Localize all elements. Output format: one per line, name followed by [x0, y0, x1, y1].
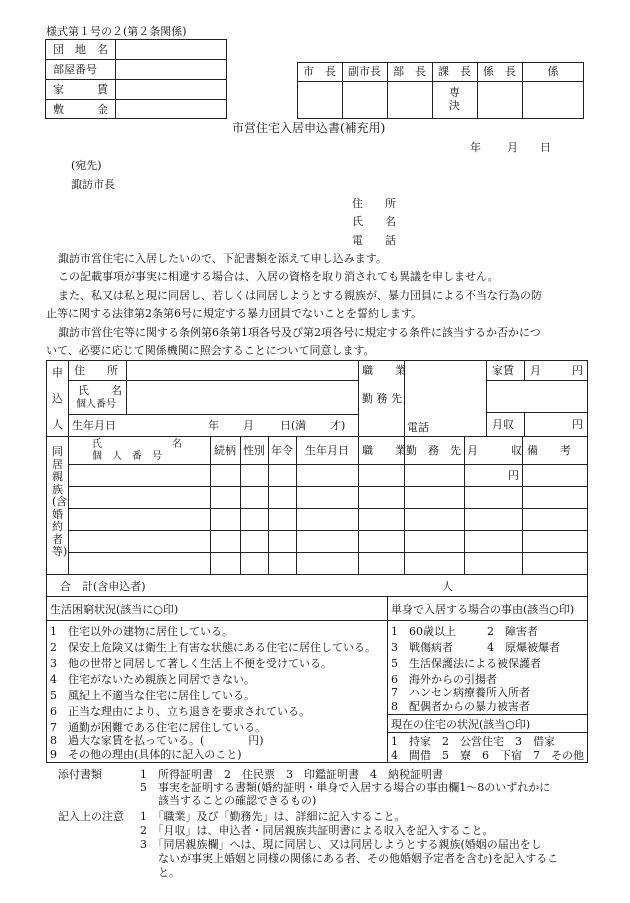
hardship-item: 5 風紀上不適当な住宅に居住している。 — [50, 689, 255, 702]
single-reason-item: 6 海外からの引揚者 — [391, 673, 497, 686]
declaration-paragraph: 諏訪市営住宅等に関する条例第6条第1項各号及び第2項各号に規定する条件に該当するか否かにつ — [58, 326, 541, 339]
family-income-yen: 円 — [508, 469, 519, 482]
family-income-header: 月 収 — [467, 444, 522, 457]
attachment-line: 該当することの確認できるもの) — [158, 794, 317, 807]
applicant-workplace-label: 勤 務 先 — [362, 392, 402, 405]
current-housing-row: 1 持家 2 公営住宅 3 借家 — [391, 735, 555, 748]
sole-decision-mark-2: 決 — [449, 99, 460, 112]
single-reason-item: 2 障害者 — [487, 625, 538, 638]
total-label: 合 計(含申込者) — [60, 580, 146, 593]
addressee-prefix: (宛先) — [71, 159, 102, 172]
room-number-label: 部屋番号 — [53, 63, 97, 76]
rent-month: 月 — [530, 364, 541, 377]
rent-label: 家賃 — [492, 364, 514, 377]
hardship-item: 4 住宅がないため親族と同居できない。 — [50, 673, 255, 686]
applicant-address-label: 住 所 — [352, 197, 396, 210]
note-line: 2 「月収」は、申込者・同居親族共証明書による収入を記入すること。 — [140, 824, 494, 837]
applicant-birth-label: 生年月日 — [72, 419, 116, 432]
main-form-table — [46, 360, 588, 763]
date-day: 日 — [540, 141, 551, 154]
director-header: 部 長 — [393, 65, 426, 78]
approval-stamp-table — [297, 62, 584, 119]
declaration-paragraph: いて、必要に応じて関係機関に照会することについて同意します。 — [46, 344, 375, 357]
attachment-line: 1 所得証明書 2 住民票 3 印鑑証明書 4 納税証明書 — [140, 768, 443, 781]
family-occupation-header: 職 業 — [362, 444, 406, 457]
applicant-birth-age: 才) — [330, 419, 346, 432]
hardship-item: 8 過大な家賃を払っている。( 円) — [50, 734, 264, 747]
deputy-mayor-header: 副市長 — [348, 65, 381, 78]
income-label: 月収 — [492, 418, 514, 431]
sex-header: 性別 — [243, 444, 265, 457]
applicant-phone-label: 電話 — [407, 421, 429, 434]
applicant-name-label: 氏 名 — [78, 384, 122, 397]
hardship-item: 6 正当な理由により、立ち退きを要求されている。 — [50, 705, 310, 718]
single-reason-item: 4 原爆被爆者 — [487, 641, 560, 654]
declaration-paragraph: この記載事項が事実に相違する場合は、入居の資格を取り消されても異議を申しません。 — [58, 270, 499, 283]
rent-label: 家 賃 — [53, 83, 108, 96]
single-reason-item: 8 配偶者からの暴力被害者 — [391, 700, 530, 713]
deposit-label: 敷 金 — [53, 103, 108, 116]
family-name-header: 氏 名 — [92, 439, 182, 450]
note-line: ないが事実上婚姻と同様の関係にある者、その他婚姻予定者を含む)を記入するこ — [158, 852, 559, 865]
declaration-paragraph: 止等に関する法律第2条第6号に規定する暴力団員でないことを誓約します。 — [46, 307, 423, 320]
single-reason-item: 1 60歳以上 — [391, 625, 456, 638]
family-side-label: 同居親族(含婚約者等) — [52, 445, 68, 558]
applicant-name-label: 氏 名 — [352, 215, 396, 228]
birth-date-header: 生年月日 — [305, 444, 349, 457]
applicant-occupation-label: 職 業 — [362, 364, 406, 377]
age-header: 年令 — [271, 444, 293, 457]
sole-decision-mark-1: 専 — [449, 86, 460, 99]
notes-label: 記入上の注意 — [58, 810, 124, 823]
hardship-item: 3 他の世帯と同居して著しく生活上不便を受けている。 — [50, 657, 332, 670]
applicant-birth-day: 日(満 — [280, 419, 307, 432]
single-reason-item: 7 ハンセン病療養所入所者 — [391, 686, 530, 699]
applicant-birth-year: 年 — [208, 419, 219, 432]
note-line: 3 「同居親族欄」へは、現に同居し、又は同居しようとする親族(婚姻の届出をし — [140, 838, 542, 851]
attachments-label: 添付書類 — [58, 768, 102, 781]
current-housing-row: 4 間借 5 寮 6 下宿 7 その他 — [391, 749, 584, 762]
hardship-item: 2 保安上危険又は衛生上有害な状態にある住宅に居住している。 — [50, 641, 376, 654]
single-title: 単身で入居する場合の事由(該当○印) — [391, 603, 575, 616]
attachment-line: 5 事実を証明する書類(婚約証明・単身で入居する場合の事由欄1～8のいずれかに — [140, 781, 551, 794]
form-title: 市営住宅入居申込書(補充用) — [232, 121, 386, 135]
rent-yen: 円 — [572, 364, 583, 377]
hardship-title: 生活困窮状況(該当に○印) — [50, 603, 179, 616]
hardship-item: 1 住宅以外の建物に居住している。 — [50, 625, 233, 638]
applicant-personal-number-label: 個人番号 — [76, 399, 116, 410]
section-chief-header: 課 長 — [438, 65, 471, 78]
applicant-address-label: 住 所 — [74, 364, 118, 377]
date-year: 年 — [470, 141, 481, 154]
income-yen: 円 — [572, 418, 583, 431]
single-reason-item: 5 生活保護法による被保護者 — [391, 657, 541, 670]
applicant-side-label-3: 人 — [52, 418, 63, 431]
mayor-header: 市 長 — [303, 65, 336, 78]
declaration-paragraph: 諏訪市営住宅に入居したいので、下記書類を添えて申し込みます。 — [58, 252, 387, 265]
subsection-chief-header: 係 長 — [483, 65, 516, 78]
total-unit: 人 — [442, 580, 453, 593]
declaration-paragraph: また、私又は私と現に同居し、若しくは同居しようとする親族が、暴力団員による不当な行為の防 — [58, 289, 542, 302]
hardship-item: 9 その他の理由(具体的に記入のこと) — [50, 748, 242, 761]
note-line: と。 — [158, 866, 180, 879]
family-personal-number-header: 個 人 番 号 — [92, 451, 162, 462]
addressee: 諏訪市長 — [71, 178, 115, 191]
applicant-side-label-1: 申 — [52, 366, 63, 379]
estate-name-label: 団 地 名 — [53, 43, 108, 56]
property-info-table — [45, 39, 227, 119]
applicant-birth-month: 月 — [243, 419, 254, 432]
relation-header: 続柄 — [214, 444, 236, 457]
date-month: 月 — [507, 141, 518, 154]
applicant-phone-label: 電 話 — [352, 234, 396, 247]
family-workplace-header: 勤 務 先 — [406, 444, 461, 457]
hardship-item: 7 通勤が困難である住宅に居住している。 — [50, 721, 266, 734]
applicant-side-label-2: 込 — [52, 392, 63, 405]
remarks-header: 備 考 — [527, 444, 571, 457]
form-number: 様式第１号の２(第２条関係) — [46, 25, 187, 38]
single-reason-item: 3 戦傷病者 — [391, 641, 453, 654]
note-line: 1 「職業」及び「勤務先」は、詳細に記入すること。 — [140, 810, 406, 823]
staff-header: 係 — [547, 65, 559, 78]
current-housing-title: 現在の住宅の状況(該当○印) — [391, 718, 531, 731]
